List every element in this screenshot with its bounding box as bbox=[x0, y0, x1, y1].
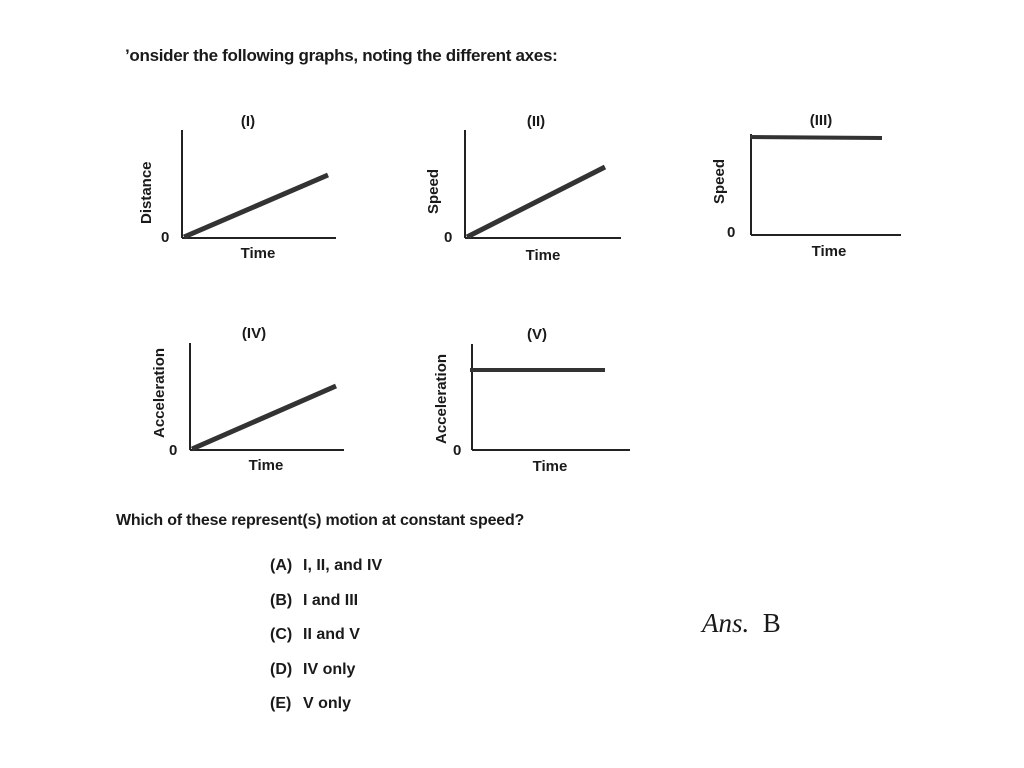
graph-ii bbox=[425, 113, 628, 264]
graph-title: (IV) bbox=[241, 325, 267, 342]
x-axis-label: Time bbox=[525, 247, 561, 264]
origin-label: 0 bbox=[453, 442, 462, 459]
x-axis-label: Time bbox=[811, 243, 847, 260]
origin-label: 0 bbox=[444, 229, 453, 246]
choice-a bbox=[270, 557, 382, 592]
data-line bbox=[467, 167, 605, 237]
y-axis-label: Speed bbox=[711, 158, 728, 204]
x-axis-label: Time bbox=[240, 245, 276, 262]
y-axis-label: Acceleration bbox=[433, 353, 450, 444]
y-axis-label: Acceleration bbox=[151, 347, 168, 438]
graph-iv bbox=[151, 325, 348, 474]
answer-value: B bbox=[762, 608, 781, 638]
graph-iii-plot bbox=[749, 130, 909, 240]
answer-label: Ans. bbox=[702, 608, 750, 638]
choice-text: I, II, and IV bbox=[303, 557, 383, 574]
answer-choices bbox=[270, 557, 382, 730]
graph-title: (V) bbox=[527, 326, 547, 343]
data-line bbox=[750, 137, 882, 138]
choice-letter: (B) bbox=[270, 591, 293, 609]
data-line bbox=[184, 175, 328, 237]
origin-label: 0 bbox=[169, 442, 178, 459]
graph-iv-plot bbox=[188, 343, 348, 455]
graph-ii-plot bbox=[463, 130, 628, 245]
prompt-text: ’onsider the following graphs, noting the different axes: bbox=[125, 46, 558, 65]
graph-title: (II) bbox=[526, 113, 546, 130]
choice-letter: (A) bbox=[270, 557, 293, 574]
graph-title: (III) bbox=[809, 112, 833, 129]
choice-text: II and V bbox=[303, 626, 360, 643]
graph-i-plot bbox=[180, 130, 340, 245]
question-text: Which of these represent(s) motion at constant speed? bbox=[116, 512, 525, 529]
choice-d bbox=[270, 661, 382, 696]
origin-label: 0 bbox=[727, 224, 736, 241]
choice-letter: (D) bbox=[270, 660, 293, 678]
graph-v bbox=[433, 326, 635, 475]
y-axis-label: Distance bbox=[138, 161, 155, 224]
y-axis-label: Speed bbox=[425, 168, 442, 214]
origin-label: 0 bbox=[161, 229, 170, 246]
data-line bbox=[192, 386, 336, 449]
choice-b bbox=[270, 592, 382, 627]
choice-letter: (E) bbox=[270, 695, 292, 712]
choice-text: I and III bbox=[303, 591, 359, 609]
x-axis-label: Time bbox=[248, 457, 284, 474]
graph-i bbox=[138, 113, 340, 262]
choice-text: IV only bbox=[303, 660, 356, 678]
graph-iii bbox=[711, 112, 909, 260]
choice-text: V only bbox=[303, 695, 352, 712]
x-axis-label: Time bbox=[532, 458, 568, 475]
graph-title: (I) bbox=[240, 113, 256, 130]
graph-v-plot bbox=[470, 344, 635, 456]
answer-key bbox=[702, 608, 781, 639]
choice-letter: (C) bbox=[270, 626, 293, 643]
choice-c bbox=[270, 626, 382, 661]
choice-e bbox=[270, 695, 382, 730]
